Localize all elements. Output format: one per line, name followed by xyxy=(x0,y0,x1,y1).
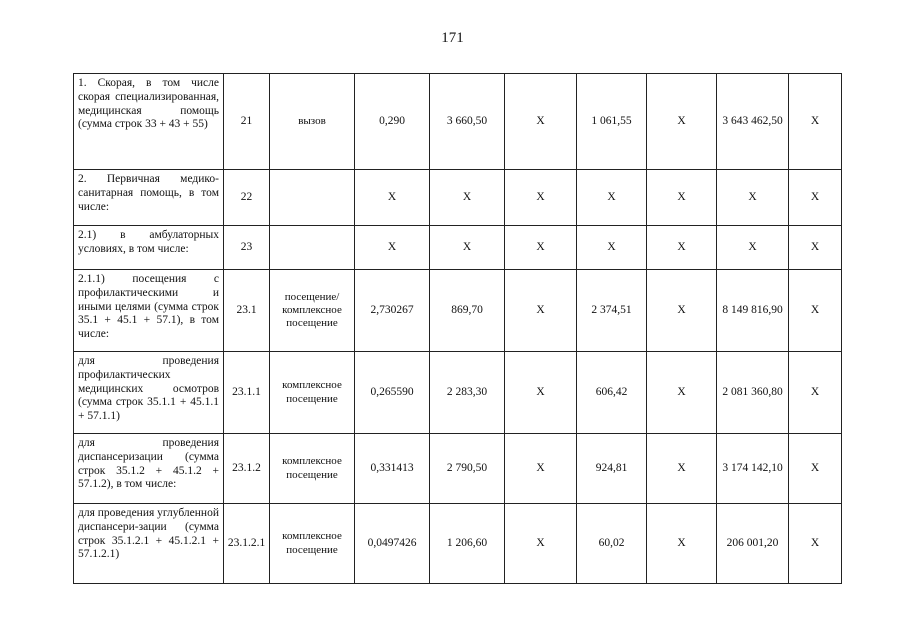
cell-c5: X xyxy=(505,352,577,434)
row-unit: комплексное посещение xyxy=(270,434,355,504)
table-row xyxy=(74,270,842,352)
cell-c4: X xyxy=(430,226,505,270)
row-code: 23.1.1 xyxy=(224,352,270,434)
cell-c9: X xyxy=(789,270,842,352)
data-table xyxy=(73,73,842,584)
cell-c3: X xyxy=(355,226,430,270)
cell-c4: 3 660,50 xyxy=(430,74,505,170)
cell-c7: X xyxy=(647,352,717,434)
row-unit xyxy=(270,170,355,226)
cell-c5: X xyxy=(505,270,577,352)
cell-c7: X xyxy=(647,74,717,170)
cell-c7: X xyxy=(647,434,717,504)
cell-c9: X xyxy=(789,170,842,226)
cell-c3: X xyxy=(355,170,430,226)
cell-c9: X xyxy=(789,352,842,434)
row-name: 2.1) в амбулаторных условиях, в том числе: xyxy=(74,226,224,270)
cell-c5: X xyxy=(505,504,577,584)
cell-c6: 60,02 xyxy=(577,504,647,584)
row-name: 2.1.1) посещения с профилактическими и иными целями (сумма строк 35.1 + 45.1 + 57.1), в том числе: xyxy=(74,270,224,352)
cell-c5: X xyxy=(505,434,577,504)
row-name: для проведения профилактических медицинских осмотров (сумма строк 35.1.1 + 45.1.1 + 57.1.1) xyxy=(74,352,224,434)
cell-c3: 0,0497426 xyxy=(355,504,430,584)
row-code: 23.1 xyxy=(224,270,270,352)
row-unit xyxy=(270,226,355,270)
cell-c8: 2 081 360,80 xyxy=(717,352,789,434)
cell-c8: X xyxy=(717,226,789,270)
row-code: 22 xyxy=(224,170,270,226)
cell-c7: X xyxy=(647,170,717,226)
cell-c3: 2,730267 xyxy=(355,270,430,352)
table-row xyxy=(74,352,842,434)
row-unit: комплексное посещение xyxy=(270,352,355,434)
cell-c6: 1 061,55 xyxy=(577,74,647,170)
row-code: 23.1.2.1 xyxy=(224,504,270,584)
cell-c6: 924,81 xyxy=(577,434,647,504)
row-name: 2. Первичная медико-санитарная помощь, в том числе: xyxy=(74,170,224,226)
table-row xyxy=(74,434,842,504)
row-unit: вызов xyxy=(270,74,355,170)
cell-c6: X xyxy=(577,170,647,226)
row-name: для проведения диспансеризации (сумма строк 35.1.2 + 45.1.2 + 57.1.2), в том числе: xyxy=(74,434,224,504)
cell-c4: 2 283,30 xyxy=(430,352,505,434)
cell-c4: X xyxy=(430,170,505,226)
row-name: 1. Скорая, в том числе скорая специализированная, медицинская помощь (сумма строк 33 + 43 + 55) xyxy=(74,74,224,170)
cell-c7: X xyxy=(647,270,717,352)
cell-c8: X xyxy=(717,170,789,226)
cell-c5: X xyxy=(505,170,577,226)
cell-c3: 0,265590 xyxy=(355,352,430,434)
cell-c3: 0,290 xyxy=(355,74,430,170)
cell-c9: X xyxy=(789,504,842,584)
row-unit: посещение/ комплексное посещение xyxy=(270,270,355,352)
row-code: 23 xyxy=(224,226,270,270)
cell-c5: X xyxy=(505,226,577,270)
page-number: 171 xyxy=(441,30,464,46)
table-row xyxy=(74,170,842,226)
cell-c6: 606,42 xyxy=(577,352,647,434)
cell-c6: 2 374,51 xyxy=(577,270,647,352)
cell-c8: 3 643 462,50 xyxy=(717,74,789,170)
cell-c8: 206 001,20 xyxy=(717,504,789,584)
cell-c4: 2 790,50 xyxy=(430,434,505,504)
cell-c9: X xyxy=(789,74,842,170)
cell-c7: X xyxy=(647,504,717,584)
table-row xyxy=(74,226,842,270)
row-code: 23.1.2 xyxy=(224,434,270,504)
cell-c9: X xyxy=(789,434,842,504)
cell-c4: 869,70 xyxy=(430,270,505,352)
cell-c3: 0,331413 xyxy=(355,434,430,504)
row-unit: комплексное посещение xyxy=(270,504,355,584)
cell-c9: X xyxy=(789,226,842,270)
row-code: 21 xyxy=(224,74,270,170)
row-name: для проведения углубленной диспансери-зации (сумма строк 35.1.2.1 + 45.1.2.1 + 57.1.2.1) xyxy=(74,504,224,584)
table-row xyxy=(74,74,842,170)
cell-c4: 1 206,60 xyxy=(430,504,505,584)
cell-c8: 8 149 816,90 xyxy=(717,270,789,352)
cell-c7: X xyxy=(647,226,717,270)
cell-c8: 3 174 142,10 xyxy=(717,434,789,504)
cell-c6: X xyxy=(577,226,647,270)
cell-c5: X xyxy=(505,74,577,170)
table-row xyxy=(74,504,842,584)
